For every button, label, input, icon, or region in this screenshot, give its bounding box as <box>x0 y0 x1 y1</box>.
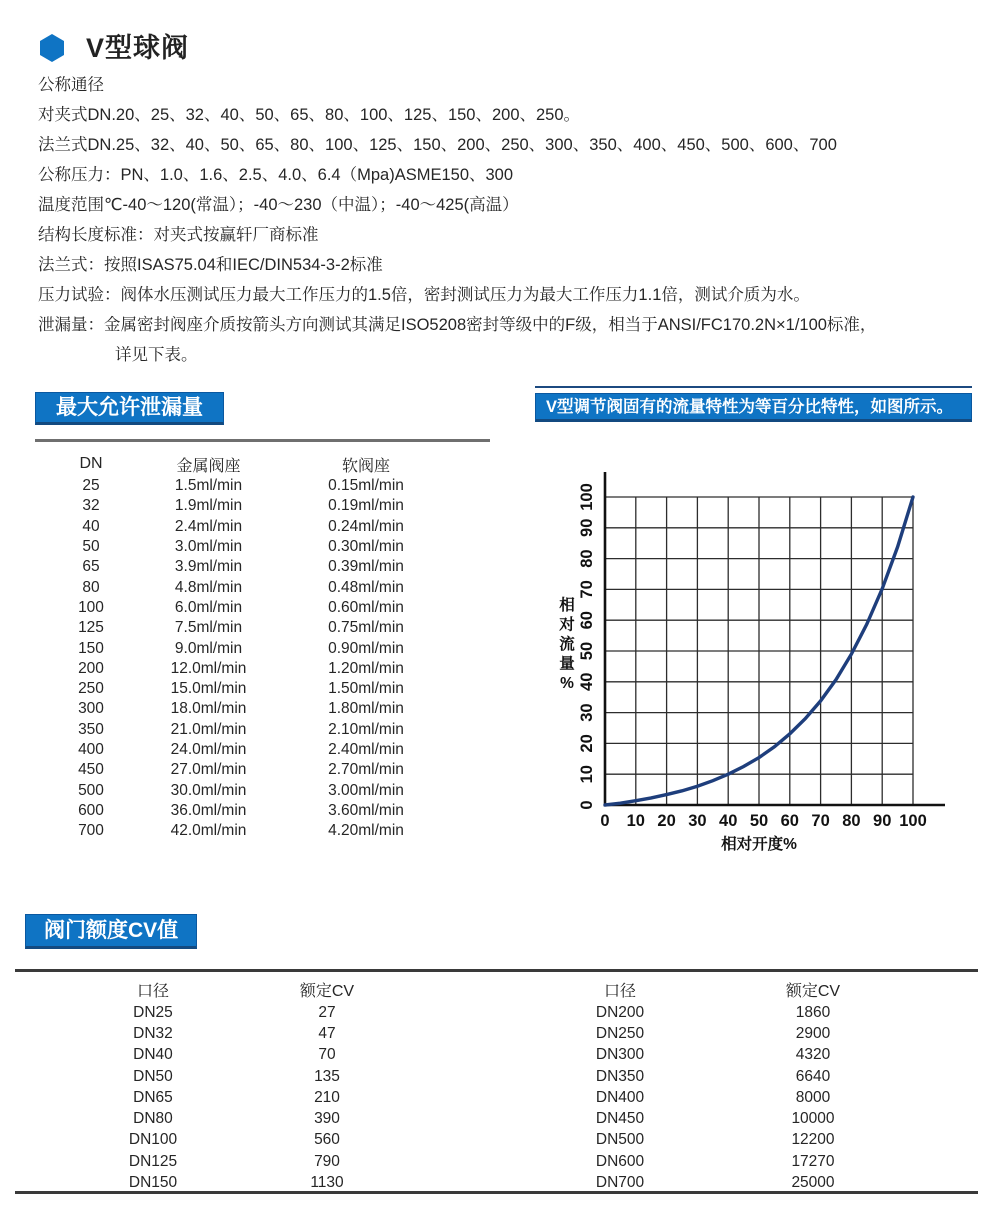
y-tick-label: 0 <box>578 800 596 810</box>
doc-header <box>40 26 189 65</box>
table-cell: 2.40ml/min <box>328 741 404 758</box>
cv-right-header-rated-cv: 额定CV <box>785 982 841 1000</box>
y-tick-label: 90 <box>578 518 596 537</box>
table-cell: 135 <box>314 1067 340 1085</box>
cv-table-row <box>500 1151 886 1172</box>
table-cell: 350 <box>78 720 104 738</box>
x-tick-label: 10 <box>626 812 645 830</box>
leak-table-row <box>46 740 451 760</box>
table-cell: 4.8ml/min <box>174 578 243 596</box>
table-cell: 4.20ml/min <box>328 822 404 840</box>
table-cell: 1.80ml/min <box>328 700 404 718</box>
table-cell: 1.50ml/min <box>328 680 404 698</box>
note-banner-topline <box>535 386 972 388</box>
table-cell: DN25 <box>133 1003 173 1021</box>
x-axis-title: 相对开度% <box>721 836 797 853</box>
cv-right-header-diameter: 口径 <box>603 982 636 1000</box>
spec-line-see-table: 详见下表。 <box>115 346 198 364</box>
table-cell: 27.0ml/min <box>170 761 247 779</box>
leak-table-row <box>46 760 451 780</box>
table-cell: DN50 <box>133 1067 173 1085</box>
x-tick-label: 100 <box>899 812 927 830</box>
table-cell: DN600 <box>595 1152 645 1170</box>
table-cell: 0.30ml/min <box>328 538 404 556</box>
table-cell: 1.5ml/min <box>174 477 243 495</box>
flow-characteristic-note-banner: V型调节阀固有的流量特性为等百分比特性，如图所示。 <box>535 393 972 422</box>
table-cell: 560 <box>314 1131 340 1149</box>
y-tick-label: 70 <box>578 580 596 599</box>
table-cell: 30.0ml/min <box>170 781 247 799</box>
spec-line-temperature: 温度范围℃-40～120(常温）；-40～230（中温）；-40～425(高温） <box>38 196 519 214</box>
table-cell: 27 <box>318 1003 336 1021</box>
hexagon-bullet-icon <box>40 34 64 62</box>
leak-table-row <box>46 679 451 699</box>
table-cell: 250 <box>78 680 104 698</box>
y-tick-label: 60 <box>578 611 596 630</box>
table-cell: 10000 <box>791 1110 835 1128</box>
table-cell: 0.60ml/min <box>328 598 404 616</box>
table-cell: 0.48ml/min <box>328 578 404 596</box>
table-cell: 1.20ml/min <box>328 659 404 677</box>
table-cell: 4320 <box>795 1046 831 1064</box>
table-cell: 47 <box>318 1024 336 1042</box>
y-tick-label: 30 <box>578 703 596 722</box>
leak-table-row <box>46 577 451 597</box>
y-axis-title-char: 量 <box>559 655 575 673</box>
cv-table-row <box>500 1108 886 1129</box>
cv-table-row <box>40 1108 388 1129</box>
table-cell: 210 <box>314 1088 340 1106</box>
table-cell: DN500 <box>595 1131 645 1149</box>
table-cell: DN450 <box>595 1110 645 1128</box>
x-tick-label: 50 <box>749 812 769 830</box>
table-cell: 3.60ml/min <box>328 801 404 819</box>
table-cell: 0.19ml/min <box>328 497 404 515</box>
leak-table-row <box>46 557 451 577</box>
cv-table-row <box>40 1045 388 1066</box>
cv-table-row <box>500 1002 886 1023</box>
flow-characteristic-chart <box>545 450 985 875</box>
x-tick-label: 70 <box>811 812 830 830</box>
table-cell: 17270 <box>791 1152 835 1170</box>
leak-table-row <box>46 618 451 638</box>
table-cell: 100 <box>78 598 104 616</box>
table-cell: DN80 <box>133 1110 173 1128</box>
cv-table-row <box>500 1066 886 1087</box>
table-cell: DN125 <box>128 1152 178 1170</box>
table-cell: 18.0ml/min <box>170 700 247 718</box>
cv-left-header-rated-cv: 额定CV <box>299 982 355 1000</box>
table-cell: DN65 <box>133 1088 173 1106</box>
max-leakage-table <box>46 452 451 841</box>
table-cell: DN32 <box>133 1024 173 1042</box>
table-cell: DN350 <box>595 1067 645 1085</box>
table-cell: 390 <box>314 1110 340 1128</box>
table-cell: 1.9ml/min <box>174 497 243 515</box>
spec-line-flanged: 法兰式DN.25、32、40、50、65、80、100、125、150、200、250、300、350、400、450、500、600、700 <box>38 136 837 154</box>
table-cell: 2.70ml/min <box>328 761 404 779</box>
table-cell: 200 <box>78 659 104 677</box>
x-tick-label: 0 <box>600 812 610 830</box>
cv-table-row <box>40 1066 388 1087</box>
leak-header-soft-seat: 软阀座 <box>341 457 390 475</box>
table-cell: DN400 <box>595 1088 645 1106</box>
spec-line-wafer: 对夹式DN.20、25、32、40、50、65、80、100、125、150、200、250。 <box>38 106 581 124</box>
table-cell: 450 <box>78 761 104 779</box>
y-axis-title-char: % <box>560 675 574 692</box>
y-tick-label: 50 <box>578 641 596 661</box>
cv-table-row <box>500 1087 886 1108</box>
cv-table-row <box>40 1151 388 1172</box>
spec-line-flange-standard: 法兰式：按照ISAS75.04和IEC/DIN534-3-2标准 <box>38 256 383 274</box>
cv-right-header-row <box>500 976 886 1002</box>
leak-table-row <box>46 496 451 516</box>
spec-line-nominal-diameter: 公称通径 <box>38 76 104 94</box>
leak-header-dn: DN <box>79 455 103 472</box>
table-cell: 12.0ml/min <box>170 659 247 677</box>
leak-table-row <box>46 537 451 557</box>
y-axis-title-char: 相 <box>559 597 575 614</box>
table-cell: 36.0ml/min <box>170 801 247 819</box>
leak-table-rule <box>35 439 490 442</box>
leak-table-body <box>46 476 451 841</box>
leak-table-header-row <box>46 452 451 476</box>
table-cell: 0.15ml/min <box>328 477 404 495</box>
cv-table-row <box>500 1130 886 1151</box>
table-cell: DN100 <box>128 1131 178 1149</box>
table-cell: 25000 <box>791 1174 835 1192</box>
spec-line-pressure: 公称压力：PN、1.0、1.6、2.5、4.0、6.4（Mpa)ASME150、300 <box>38 166 514 184</box>
cv-table-row <box>40 1002 388 1023</box>
table-cell: 125 <box>78 619 104 637</box>
table-cell: 2900 <box>795 1024 831 1042</box>
table-cell: 0.90ml/min <box>328 639 404 657</box>
table-cell: 3.9ml/min <box>174 558 243 576</box>
table-cell: 15.0ml/min <box>170 680 247 698</box>
table-cell: 9.0ml/min <box>174 639 243 657</box>
table-cell: 7.5ml/min <box>174 619 243 637</box>
table-cell: DN40 <box>133 1046 173 1064</box>
cv-left-header-row <box>40 976 388 1002</box>
table-cell: 32 <box>82 497 100 515</box>
table-cell: 790 <box>314 1152 340 1170</box>
table-cell: 700 <box>78 822 104 840</box>
table-cell: 42.0ml/min <box>170 822 247 840</box>
leak-table-row <box>46 638 451 658</box>
leak-table-row <box>46 598 451 618</box>
table-cell: 25 <box>82 477 100 495</box>
table-cell: 2.4ml/min <box>174 517 243 535</box>
table-cell: 24.0ml/min <box>170 741 247 758</box>
leak-header-metal-seat: 金属阀座 <box>176 457 241 475</box>
x-tick-label: 90 <box>873 812 892 830</box>
table-cell: 500 <box>78 781 104 799</box>
table-cell: 6640 <box>795 1067 831 1085</box>
table-cell: 6.0ml/min <box>174 598 243 616</box>
table-cell: 1860 <box>795 1003 831 1021</box>
y-axis-title-char: 对 <box>559 616 575 634</box>
y-tick-label: 40 <box>578 672 596 691</box>
spec-line-pressure-test: 压力试验：阀体水压测试压力最大工作压力的1.5倍，密封测试压力为最大工作压力1.1倍，测试介质为水。 <box>38 286 810 304</box>
leak-table-row <box>46 821 451 841</box>
table-cell: DN700 <box>595 1174 645 1192</box>
y-tick-label: 10 <box>578 765 596 784</box>
table-cell: 8000 <box>795 1088 831 1106</box>
cv-table-right <box>500 976 886 1194</box>
y-axis-title-char: 流 <box>559 636 575 653</box>
table-cell: 600 <box>78 801 104 819</box>
page-title: V型球阀 <box>86 33 190 63</box>
table-cell: 40 <box>82 517 100 535</box>
table-cell: 1130 <box>310 1174 344 1192</box>
table-cell: 12200 <box>791 1131 835 1149</box>
x-tick-label: 80 <box>842 812 861 830</box>
leak-section-banner: 最大允许泄漏量 <box>35 392 224 425</box>
cv-table-row <box>40 1130 388 1151</box>
cv-table-row <box>40 1023 388 1044</box>
table-cell: 3.00ml/min <box>328 781 404 799</box>
cv-table-left <box>40 976 388 1194</box>
cv-left-body <box>40 1002 388 1194</box>
cv-section-banner: 阀门额度CV值 <box>25 914 197 949</box>
table-cell: 150 <box>78 639 104 657</box>
cv-table-row <box>500 1045 886 1066</box>
y-tick-label: 80 <box>578 549 596 568</box>
table-cell: DN250 <box>595 1024 645 1042</box>
x-tick-label: 30 <box>688 812 707 830</box>
table-cell: 3.0ml/min <box>174 538 243 556</box>
leak-table-row <box>46 780 451 800</box>
leak-table-row <box>46 801 451 821</box>
table-cell: 0.39ml/min <box>328 558 404 576</box>
leak-table-row <box>46 659 451 679</box>
cv-right-body <box>500 1002 886 1194</box>
table-cell: 21.0ml/min <box>170 720 247 738</box>
x-tick-label: 60 <box>780 812 799 830</box>
x-tick-label: 40 <box>719 812 738 830</box>
spec-intro <box>38 70 988 370</box>
table-cell: DN150 <box>128 1174 178 1192</box>
table-cell: 0.75ml/min <box>328 619 404 637</box>
table-cell: DN300 <box>595 1046 645 1064</box>
table-cell: DN200 <box>595 1003 645 1021</box>
leak-table-row <box>46 720 451 740</box>
table-cell: 2.10ml/min <box>328 720 404 738</box>
table-cell: 80 <box>82 578 100 596</box>
table-cell: 70 <box>318 1046 336 1064</box>
table-cell: 65 <box>82 558 100 576</box>
cv-table-top-rule <box>15 969 978 972</box>
table-cell: 300 <box>78 700 104 718</box>
spec-line-leakage: 泄漏量：金属密封阀座介质按箭头方向测试其满足ISO5208密封等级中的F级，相当于ANSI/FC170.2N×1/100标准， <box>38 316 877 334</box>
cv-table-bottom-rule <box>15 1191 978 1194</box>
leak-table-row <box>46 517 451 537</box>
cv-table-row <box>40 1087 388 1108</box>
leak-table-row <box>46 476 451 496</box>
x-tick-label: 20 <box>657 812 676 830</box>
cv-left-header-diameter: 口径 <box>136 982 169 1000</box>
y-tick-label: 100 <box>578 483 596 511</box>
leak-table-row <box>46 699 451 719</box>
table-cell: 50 <box>82 538 100 556</box>
table-cell: 400 <box>78 741 104 758</box>
spec-line-length-standard: 结构长度标准：对夹式按赢轩厂商标准 <box>38 226 319 244</box>
y-tick-label: 20 <box>578 734 596 753</box>
cv-table-row <box>500 1023 886 1044</box>
table-cell: 0.24ml/min <box>328 517 404 535</box>
